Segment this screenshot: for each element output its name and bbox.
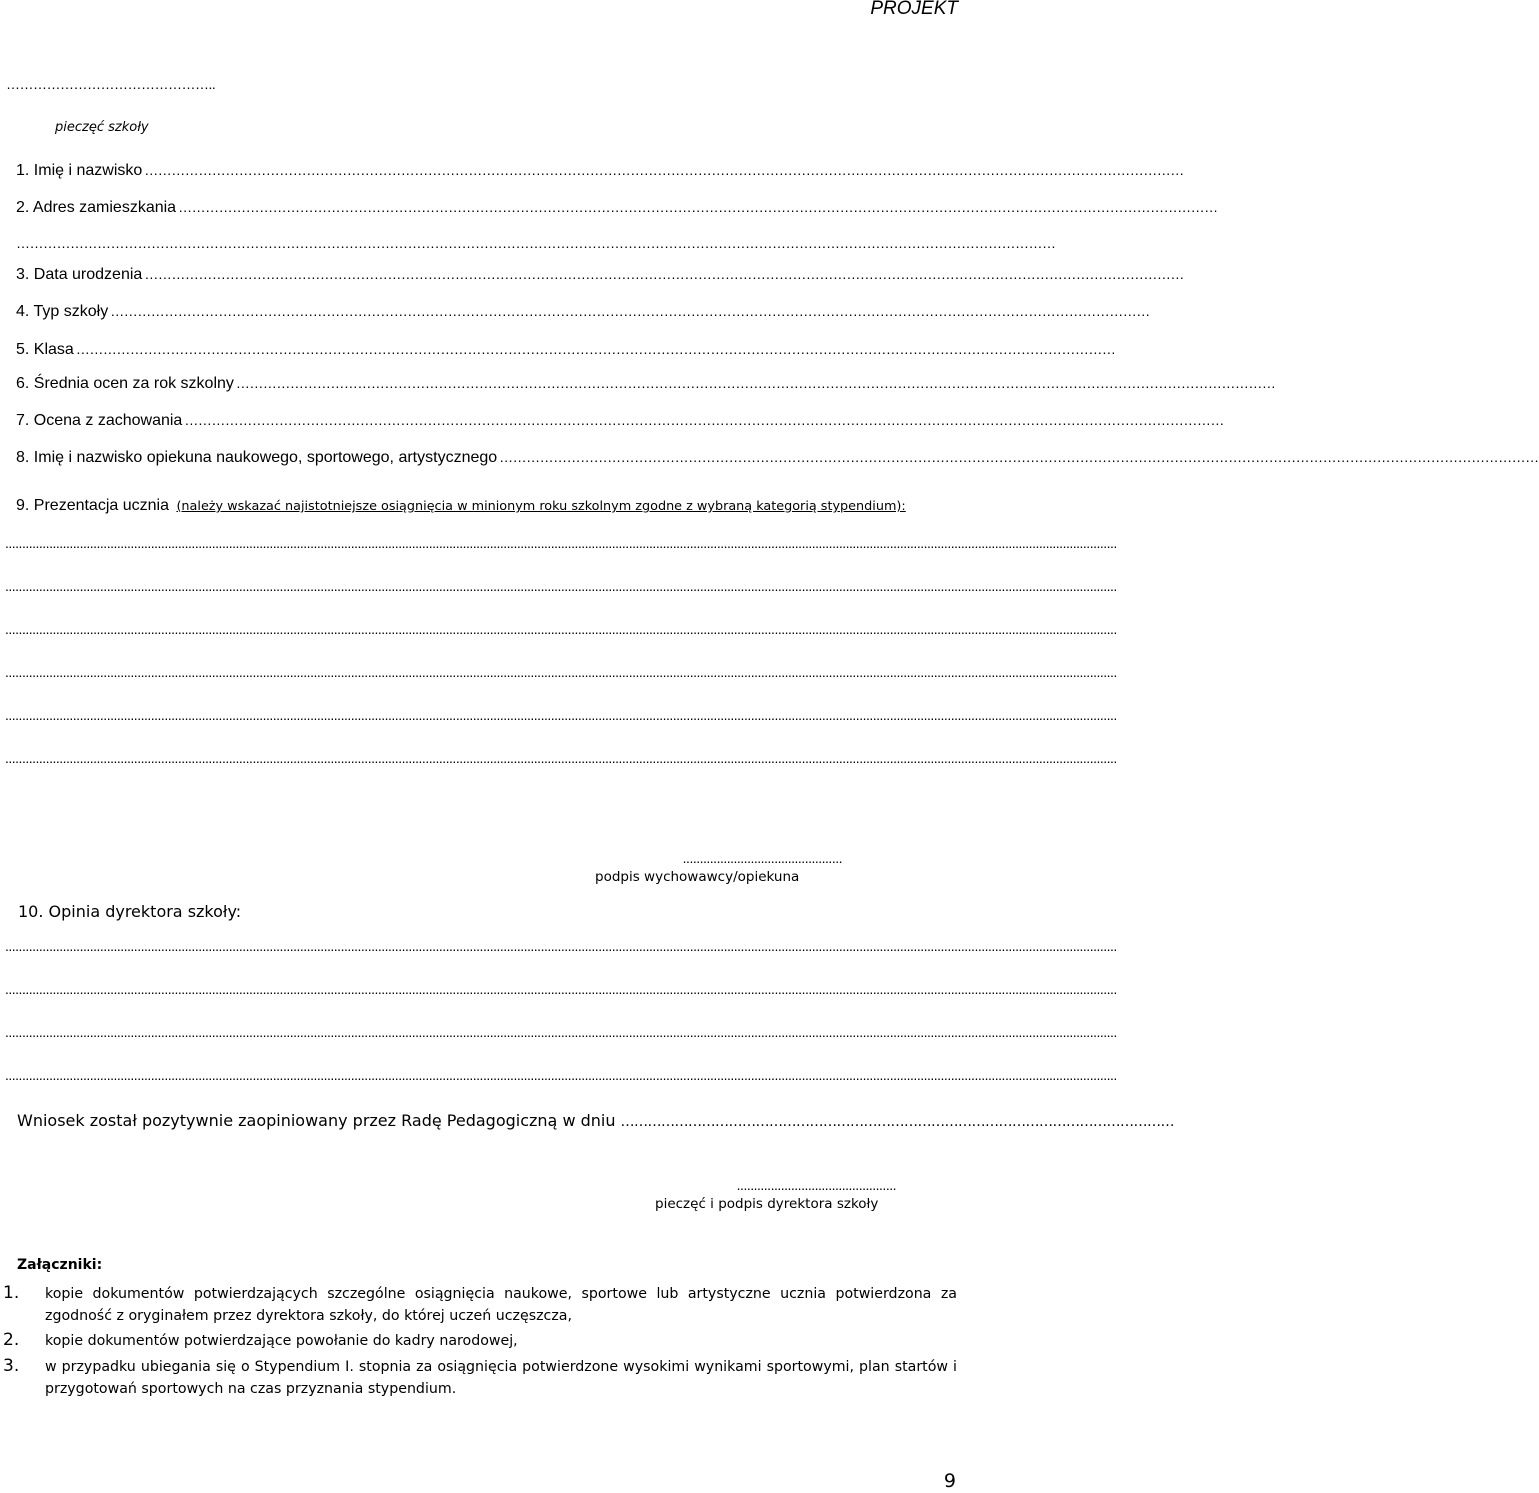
attachment-item: kopie dokumentów potwierdzających szczególne osiągnięcia naukowe, sportowe lub artystyczne ucznia potwierdzona za zgodność z oryginałem przez dyrektora szkoły, do której uczeń uczęszcza,	[45, 1286, 957, 1324]
opinion-line[interactable]: ........................................................................................................................................................................................................................................................................................................................................	[5, 1067, 1117, 1083]
item-address-line2[interactable]: ……………………………………………………………………………………………………………………………………………………………………………………………………………	[16, 235, 1056, 251]
presentation-line[interactable]: ........................................................................................................................................................................................................................................................................................................................................	[5, 578, 1117, 594]
item-mentor-fill: ……………………………………………………………………………………………………………………………………………………………………………………………………………	[499, 449, 1539, 465]
item-birthdate[interactable]	[16, 266, 1184, 284]
item-presentation-label: 9. Prezentacja ucznia	[16, 497, 169, 514]
item-address-fill: ……………………………………………………………………………………………………………………………………………………………………………………………………………	[178, 199, 1218, 215]
item-class-label: 5. Klasa	[16, 341, 74, 358]
presentation-line[interactable]: ........................................................................................................................................................................................................................................................................................................................................	[5, 664, 1117, 680]
attachment-item: w przypadku ubiegania się o Stypendium I. stopnia za osiągnięcia potwierdzone wysokimi wynikami sportowymi, plan startów i przygotowań sportowych na czas przyznania stypendium.	[45, 1359, 957, 1397]
attachment-number: 1.	[3, 1283, 20, 1303]
presentation-line[interactable]: ........................................................................................................................................................................................................................................................................................................................................	[5, 621, 1117, 637]
council-approval[interactable]	[17, 1111, 1174, 1130]
council-approval-fill: ……………………………………………………………………………………………………………	[620, 1114, 1174, 1130]
presentation-line[interactable]: ........................................................................................................................................................................................................................................................................................................................................	[5, 707, 1117, 723]
item-grade-average-label: 6. Średnia ocen za rok szkolny	[16, 375, 234, 392]
council-approval-label: Wniosek został pozytywnie zaopiniowany przez Radę Pedagogiczną w dniu	[17, 1111, 616, 1130]
item-school-type[interactable]	[16, 303, 1150, 321]
draft-label: PROJEKT	[870, 0, 958, 19]
item-mentor-label: 8. Imię i nazwisko opiekuna naukowego, sportowego, artystycznego	[16, 449, 498, 466]
item-grade-average-fill: ……………………………………………………………………………………………………………………………………………………………………………………………………………	[235, 375, 1276, 391]
teacher-signature-line[interactable]: ...............................................	[682, 850, 842, 866]
item-school-type-label: 4. Typ szkoły	[16, 303, 109, 320]
item-address[interactable]	[16, 199, 1218, 217]
item-name-fill: ……………………………………………………………………………………………………………………………………………………………………………………………………………	[144, 162, 1184, 178]
presentation-line[interactable]: ........................................................................................................................................................................................................................................................................................................................................	[5, 750, 1117, 766]
principal-opinion-label: 10. Opinia dyrektora szkoły:	[18, 902, 242, 921]
opinion-line[interactable]: ........................................................................................................................................................................................................................................................................................................................................	[5, 981, 1117, 997]
item-name-label: 1. Imię i nazwisko	[16, 162, 143, 179]
opinion-line[interactable]: ........................................................................................................................................................................................................................................................................................................................................	[5, 1024, 1117, 1040]
item-address-label: 2. Adres zamieszkania	[16, 199, 177, 216]
item-name[interactable]	[16, 162, 1184, 180]
item-mentor[interactable]	[16, 449, 1539, 467]
item-grade-average[interactable]	[16, 375, 1276, 393]
attachment-number: 3.	[3, 1356, 20, 1376]
item-presentation	[16, 497, 906, 515]
item-behavior-grade-fill: ……………………………………………………………………………………………………………………………………………………………………………………………………………	[184, 412, 1224, 428]
stamp-label: pieczęć szkoły	[55, 120, 149, 135]
item-behavior-grade[interactable]	[16, 412, 1224, 430]
attachments-heading: Załączniki:	[17, 1257, 103, 1273]
stamp-dots: ………………………………………..	[6, 76, 216, 92]
principal-signature-label: pieczęć i podpis dyrektora szkoły	[655, 1196, 879, 1212]
presentation-line[interactable]: ........................................................................................................................................................................................................................................................................................................................................	[5, 535, 1117, 551]
principal-signature-line[interactable]: ...............................................	[736, 1177, 896, 1193]
item-birthdate-label: 3. Data urodzenia	[16, 266, 143, 283]
item-school-type-fill: ……………………………………………………………………………………………………………………………………………………………………………………………………………	[110, 303, 1150, 319]
item-birthdate-fill: ……………………………………………………………………………………………………………………………………………………………………………………………………………	[144, 266, 1184, 282]
attachment-item: kopie dokumentów potwierdzające powołanie do kadry narodowej,	[45, 1333, 518, 1349]
teacher-signature-label: podpis wychowawcy/opiekuna	[595, 869, 800, 885]
attachment-number: 2.	[3, 1330, 20, 1350]
item-class[interactable]	[16, 341, 1116, 359]
item-class-fill: ……………………………………………………………………………………………………………………………………………………………………………………………………………	[75, 341, 1116, 357]
item-behavior-grade-label: 7. Ocena z zachowania	[16, 412, 183, 429]
item-presentation-note: (należy wskazać najistotniejsze osiągnięcia w minionym roku szkolnym zgodne z wybraną kategorią stypendium):	[176, 499, 906, 514]
page-number: 9	[943, 1470, 956, 1492]
opinion-line[interactable]: ........................................................................................................................................................................................................................................................................................................................................	[5, 938, 1117, 954]
